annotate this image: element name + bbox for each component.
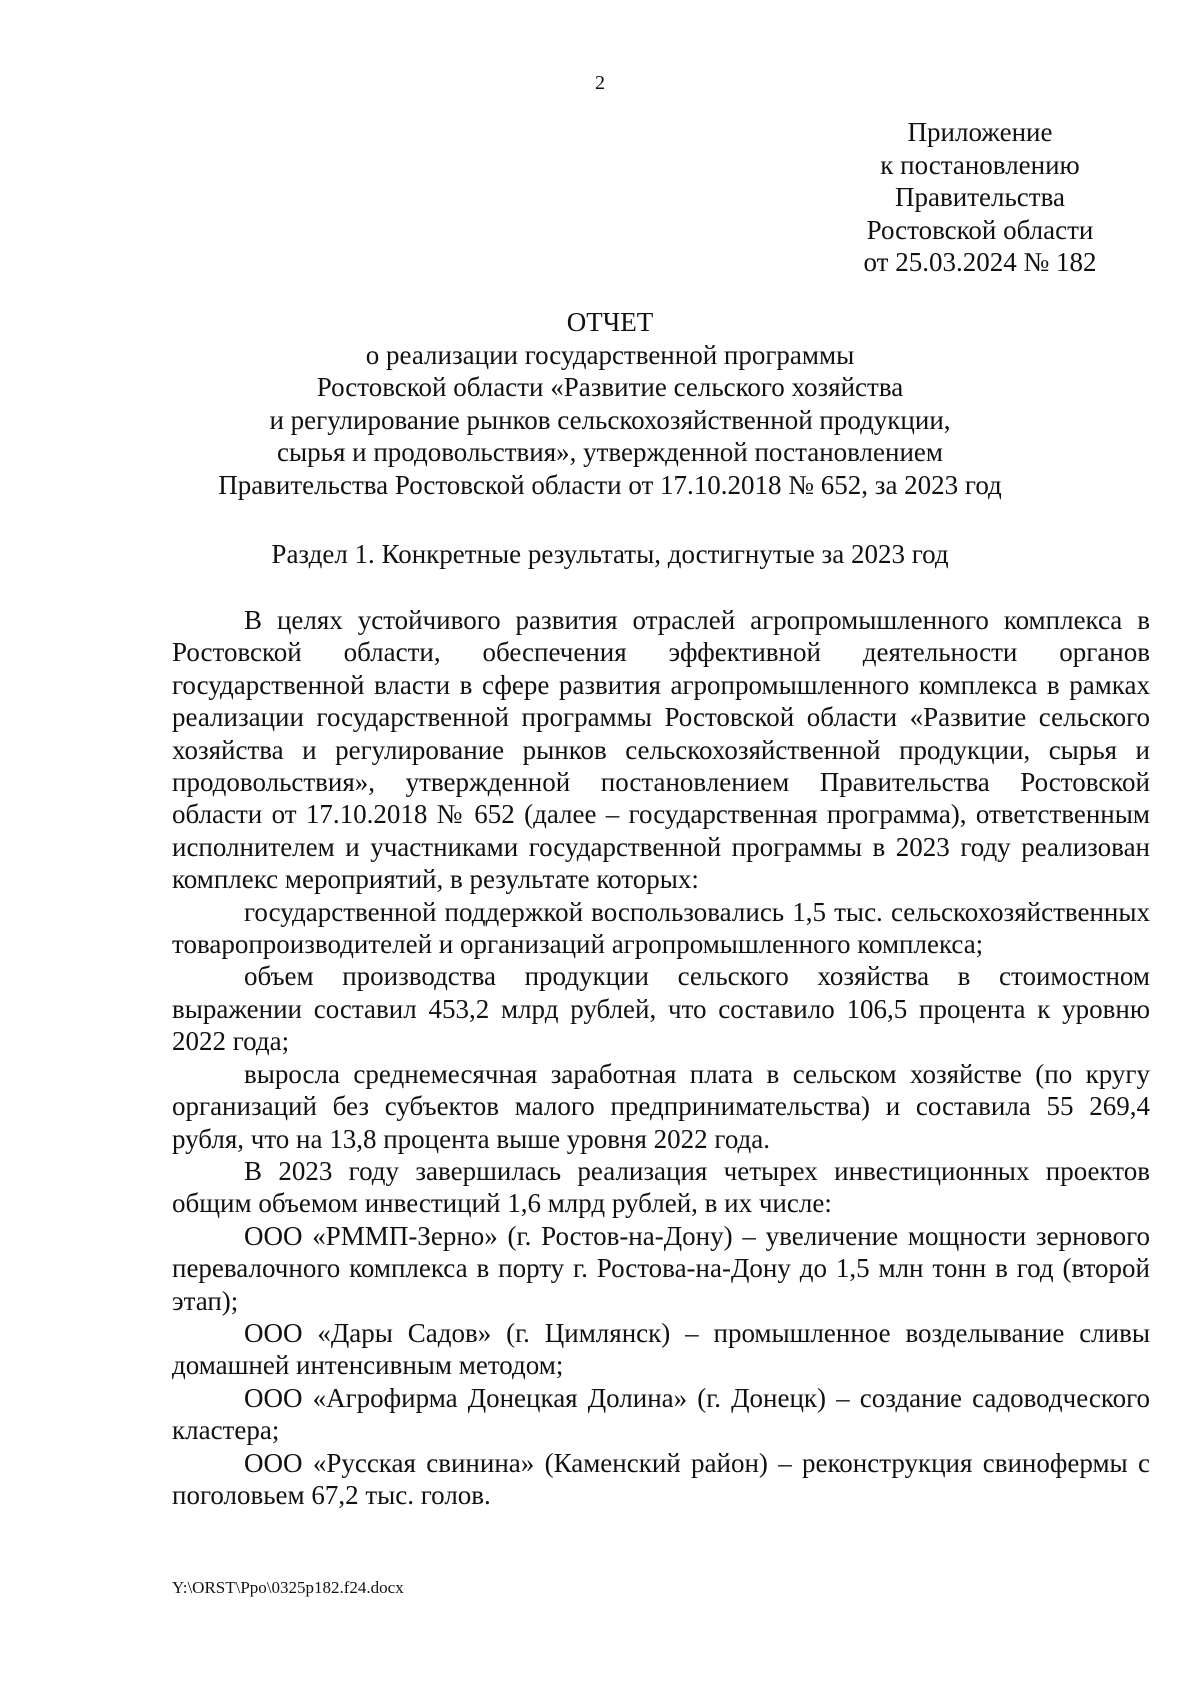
report-title-line: о реализации государственной программы bbox=[365, 339, 855, 370]
file-path-footer: Y:\ORST\Ppo\0325p182.f24.docx bbox=[172, 1578, 404, 1597]
paragraph: объем производства продукции сельского хозяйства в стоимостном выражении составил 453,2 млрд рублей, что составило 106,5 процента к уровню 2022 года; bbox=[172, 961, 1150, 1057]
paragraph: ООО «РММП-Зерно» (г. Ростов-на-Дону) – увеличение мощности зернового перевалочного комплекса в порту г. Ростова-на-Дону до 1,5 млн тонн в год (второй этап); bbox=[172, 1220, 1150, 1316]
appendix-date-number: от 25.03.2024 № 182 bbox=[863, 247, 1097, 277]
paragraph: выросла среднемесячная заработная плата в сельском хозяйстве (по кругу организаций без субъектов малого предпринимательства) и составила 55 269,4 рубля, что на 13,8 процента выше уровня 2022 года. bbox=[172, 1058, 1150, 1154]
report-title-line: Ростовской области «Развитие сельского хозяйства bbox=[316, 372, 904, 402]
section-heading: Раздел 1. Конкретные результаты, достигнутые за 2023 год bbox=[271, 539, 949, 569]
paragraph: В целях устойчивого развития отраслей агропромышленного комплекса в Ростовской области, обеспечения эффективной деятельности органов государственной власти в сфере развития агропромышленного комплекса в рамках реализации государственной программы Ростовской области «Развитие сельского хозяйства и регулирование рынков сельскохозяйственной продукции, сырья и продовольствия», утвержденной постановлением Правительства Ростовской области от 17.10.2018 № 652 (далее – государственная программа), ответственным исполнителем и участниками государственной программы в 2023 году реализован комплекс мероприятий, в результате которых: bbox=[172, 605, 1150, 895]
report-title-line: сырья и продовольствия», утвержденной постановлением bbox=[277, 437, 943, 467]
paragraph: В 2023 году завершилась реализация четырех инвестиционных проектов общим объемом инвестиций 1,6 млрд рублей, в их числе: bbox=[172, 1155, 1150, 1219]
report-heading: ОТЧЕТ bbox=[566, 307, 654, 337]
paragraph: ООО «Дары Садов» (г. Цимлянск) – промышленное возделывание сливы домашней интенсивным методом; bbox=[172, 1317, 1150, 1381]
paragraph: ООО «Агрофирма Донецкая Долина» (г. Донецк) – создание садоводческого кластера; bbox=[172, 1382, 1150, 1446]
paragraph: ООО «Русская свинина» (Каменский район) – реконструкция свинофермы с поголовьем 67,2 тыс. голов. bbox=[172, 1447, 1150, 1510]
appendix-block bbox=[830, 116, 1130, 279]
report-title-line: Правительства Ростовской области от 17.10.2018 № 652, за 2023 год bbox=[218, 469, 1002, 500]
body-text bbox=[172, 604, 1150, 1511]
report-title-line: и регулирование рынков сельскохозяйственной продукции, bbox=[269, 404, 951, 435]
report-title-block bbox=[160, 306, 1060, 501]
page-number: 2 bbox=[595, 72, 605, 94]
appendix-line: к постановлению bbox=[880, 149, 1080, 180]
appendix-line: Правительства bbox=[895, 182, 1065, 212]
appendix-line: Ростовской области bbox=[866, 214, 1094, 245]
paragraph: государственной поддержкой воспользовались 1,5 тыс. сельскохозяйственных товаропроизводителей и организаций агропромышленного комплекса; bbox=[172, 896, 1150, 960]
appendix-line: Приложение bbox=[907, 117, 1053, 147]
